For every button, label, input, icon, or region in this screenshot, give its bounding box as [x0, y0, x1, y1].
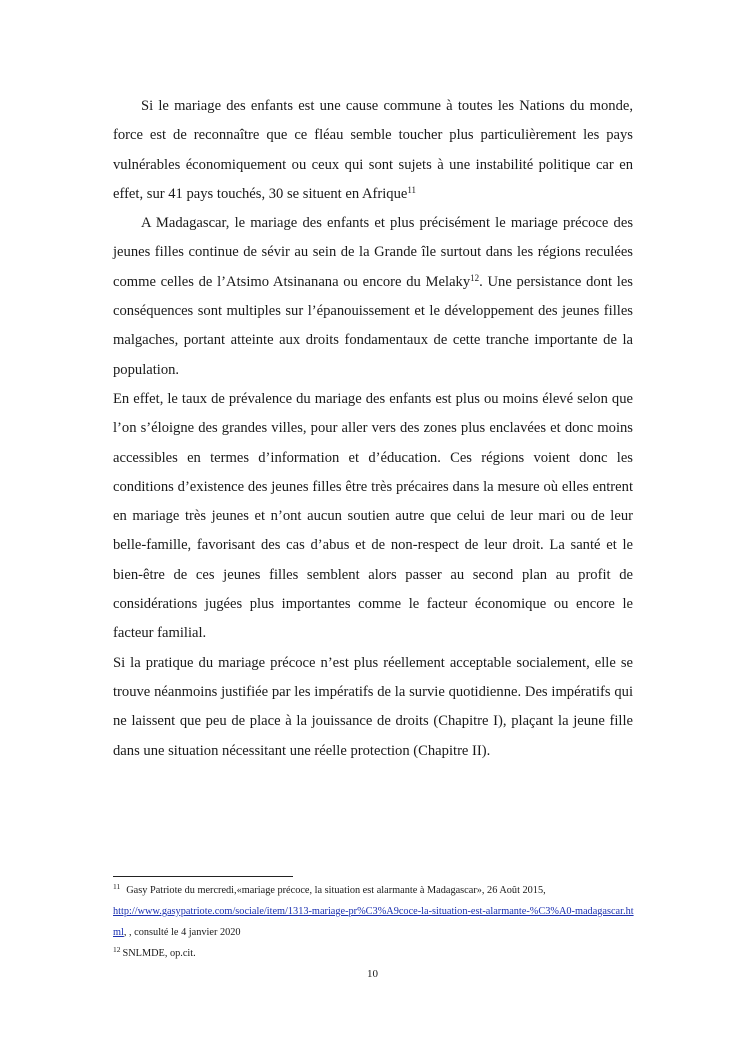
footnote-text: Gasy Patriote du mercredi,«mariage précoce, la situation est alarmante à Madagascar», 26 Août 2015,: [126, 885, 546, 896]
paragraph-3: En effet, le taux de prévalence du mariage des enfants est plus ou moins élevé selon que l’on s’éloigne des grandes villes, pour aller vers des zones plus enclavées et donc moins accessibles en termes d’information et d’éducation. Ces régions voient donc les conditions d’existence des jeunes filles être très précaires dans la mesure où elles entrent en mariage très jeunes et n’ont aucun soutien autre que celui de leur mari ou de leur belle-famille, favorisant des cas d’abus et de non-respect de leur droit. La santé et le bien-être de ces jeunes filles semblent alors passer au second plan au profit de considérations jugées plus importantes comme le facteur économique ou encore le facteur familial.: [113, 390, 633, 642]
footnote-11: [113, 880, 638, 943]
footnote-12: [113, 943, 638, 964]
paragraph-4: Si la pratique du mariage précoce n’est plus réellement acceptable socialement, elle se trouve néanmoins justifiée par les impératifs de la survie quotidienne. Des impératifs qui ne laissent que peu de place à la jouissance de droits (Chapitre I), plaçant la jeune fille dans une situation nécessitant une réelle protection (Chapitre II).: [113, 654, 633, 759]
footnote-ref-12[interactable]: 12: [470, 272, 480, 283]
footnote-text: SNLMDE, op.cit.: [122, 948, 196, 959]
footnote-ref-11[interactable]: 11: [407, 184, 417, 195]
footnote-number: 11: [113, 882, 121, 891]
footnote-number: 12: [113, 945, 121, 954]
paragraph-2: A Madagascar, le mariage des enfants et plus précisément le mariage précoce des jeunes filles continue de sévir au sein de la Grande île surtout dans les régions reculées comme celles de l’Atsimo Atsinanana ou encore du Melaky$^{12}$. Une persistance dont les conséquences sont multiples sur l’épanouissement et le développement des jeunes filles malgaches, portant atteinte aux droits fondamentaux de cette tranche importante de la population.: [113, 215, 633, 378]
page-number: 10: [367, 968, 378, 980]
footnote-separator: [113, 876, 293, 877]
paragraph-1: Si le mariage des enfants est une cause commune à toutes les Nations du monde, force est de reconnaître que ce fléau semble toucher plus particulièrement les pays vulnérables économiquement ou ceux qui sont sujets à une instabilité politique car en effet, sur 41 pays touchés, 30 se situent en Afrique$^{11}$: [113, 98, 633, 202]
footnote-after: , , consulté le 4 janvier 2020: [123, 927, 241, 938]
footnote-link[interactable]: http://www.gasypatriote.com/sociale/item/1313-mariage-pr%C3%A9coce-la-situation-est-alarmante-%C3%A0-madagascar.html: [113, 906, 634, 938]
body-text: [113, 92, 633, 766]
footnotes: [113, 880, 638, 964]
